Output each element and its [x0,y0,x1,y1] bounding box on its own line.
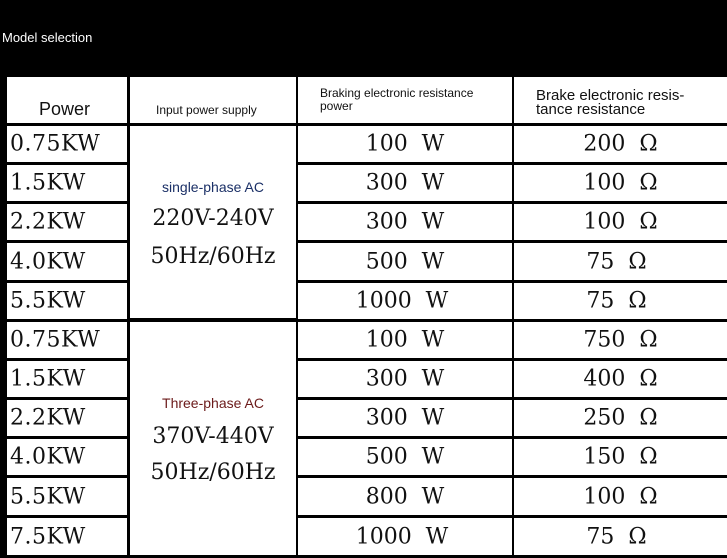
braking-power-value: 500 W [365,444,445,470]
braking-power-value: 800 W [365,484,445,509]
resistance-cell [514,204,727,240]
power-cell [7,322,127,358]
input-supply-three-phase [130,322,296,555]
braking-power-value: 300 W [365,170,445,196]
column-header-braking-power-line1: Braking electronic resistance [320,86,474,100]
resistance-value: 250 Ω [583,405,658,431]
column-header-braking-power-line2: power [320,99,353,113]
resistance-value: 75 Ω [586,288,647,314]
braking-power-cell [298,243,512,280]
power-cell [7,126,127,162]
power-cell [7,243,127,280]
power-value: 2.2KW [10,405,86,431]
column-header-power [7,77,127,123]
braking-power-cell [298,165,512,201]
braking-power-value: 100 W [365,327,445,353]
power-cell [7,518,127,555]
supply-type-label: Three-phase AC [162,395,264,411]
braking-power-value: 300 W [365,405,445,431]
column-header-input-supply [130,77,296,123]
resistance-value: 75 Ω [586,249,647,274]
braking-power-cell [298,478,512,515]
power-value: 5.5KW [10,484,86,509]
braking-power-cell [298,283,512,319]
supply-voltage: 370V-440V [152,424,274,449]
braking-power-cell [298,204,512,240]
power-value: 1.5KW [10,366,86,392]
column-header-braking-power [298,77,512,123]
column-header-power-label: Power [39,99,91,119]
resistance-cell [514,322,727,358]
resistance-value: 75 Ω [586,524,647,549]
resistance-cell [514,400,727,436]
power-value: 7.5KW [10,524,86,549]
resistance-cell [514,478,727,515]
supply-type-label: single-phase AC [162,179,264,195]
resistance-value: 750 Ω [583,327,658,353]
braking-power-cell [298,361,512,397]
braking-power-cell [298,126,512,162]
resistance-cell [514,243,727,280]
braking-power-value: 300 W [365,366,445,392]
power-value: 0.75KW [10,327,101,353]
resistance-cell [514,361,727,397]
supply-frequency: 50Hz/60Hz [150,460,276,485]
column-header-brake-resistance [514,77,727,123]
power-value: 4.0KW [10,249,86,274]
braking-power-value: 300 W [365,209,445,235]
page-title: Model selection [2,30,93,45]
resistance-cell [514,165,727,201]
power-value: 5.5KW [10,288,86,314]
power-cell [7,400,127,436]
braking-power-cell [298,439,512,475]
supply-voltage: 220V-240V [152,206,274,231]
resistance-value: 100 Ω [583,170,658,196]
resistance-cell [514,439,727,475]
resistance-cell [514,518,727,555]
power-value: 0.75KW [10,131,101,157]
resistance-value: 100 Ω [583,209,658,235]
braking-power-value: 1000 W [355,288,449,314]
resistance-cell [514,126,727,162]
braking-power-value: 1000 W [355,524,449,549]
power-value: 2.2KW [10,209,86,235]
resistance-value: 400 Ω [583,366,658,392]
power-cell [7,361,127,397]
power-cell [7,204,127,240]
resistance-value: 150 Ω [583,444,658,470]
braking-power-cell [298,322,512,358]
resistance-cell [514,283,727,319]
resistance-value: 100 Ω [583,484,658,509]
power-cell [7,439,127,475]
power-cell [7,165,127,201]
input-supply-single-phase [130,126,296,318]
power-cell [7,478,127,515]
braking-power-cell [298,400,512,436]
braking-power-cell [298,518,512,555]
power-value: 4.0KW [10,444,86,470]
header-bar [0,0,727,76]
power-value: 1.5KW [10,170,86,196]
braking-power-value: 100 W [365,131,445,157]
resistance-value: 200 Ω [583,131,658,157]
supply-frequency: 50Hz/60Hz [150,244,276,269]
column-header-input-supply-label: Input power supply [156,103,257,117]
braking-power-value: 500 W [365,249,445,274]
column-header-brake-resistance-line1: Brake electronic resis- [536,87,685,104]
power-cell [7,283,127,319]
column-header-brake-resistance-line2: tance resistance [536,101,646,118]
